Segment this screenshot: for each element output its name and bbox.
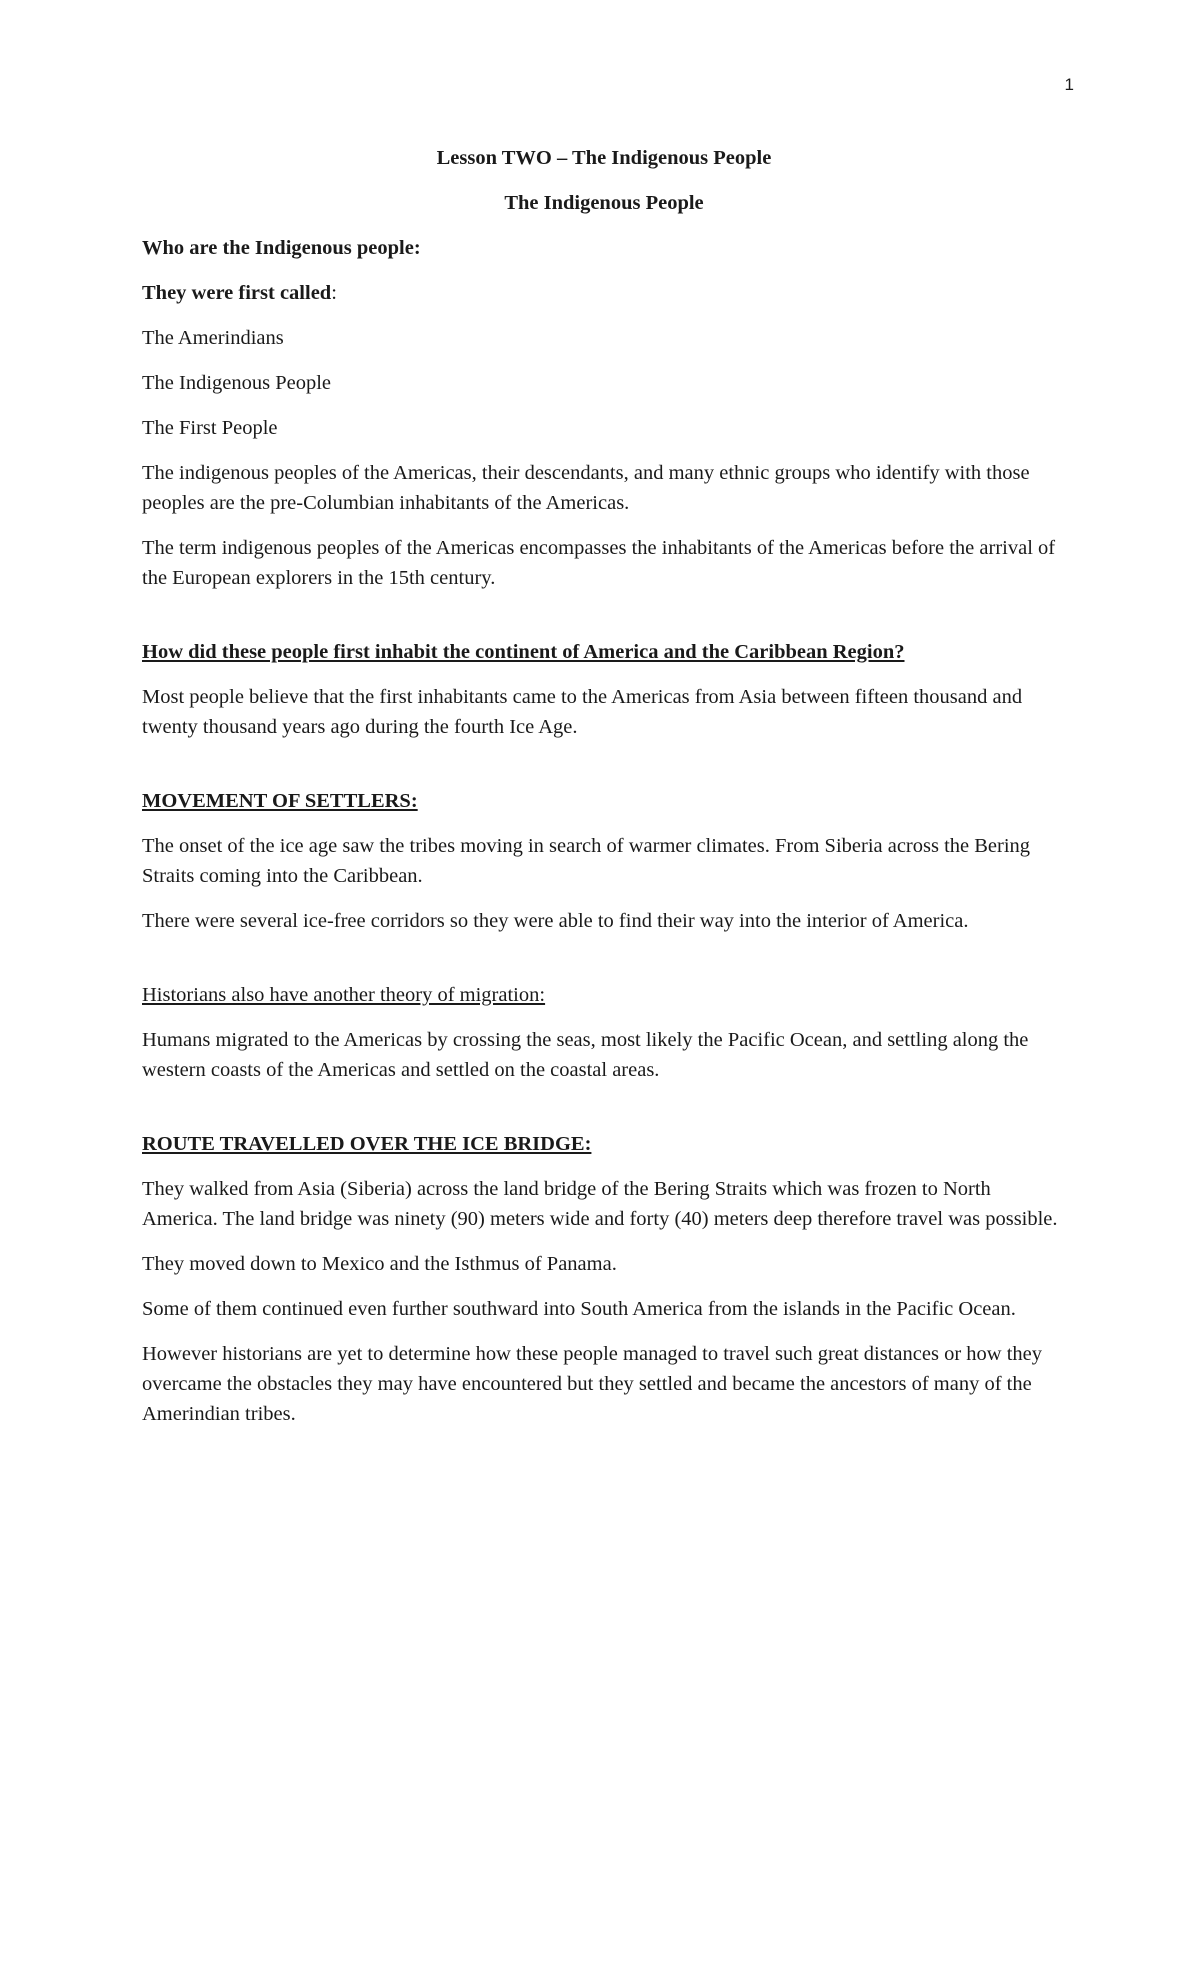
first-called-line [142, 278, 1066, 308]
section-heading-movement: MOVEMENT OF SETTLERS: [142, 790, 418, 812]
section-paragraph: However historians are yet to determine how these people managed to travel such great distances or how they overcame the obstacles they may have encountered but they settled and became the ancestors of many of the Amerindian tribes. [142, 1343, 1042, 1425]
intro-question: Who are the Indigenous people: [142, 237, 421, 259]
section-paragraph: They walked from Asia (Siberia) across the land bridge of the Bering Straits which was frozen to North America. The land bridge was ninety (90) meters wide and forty (40) meters deep therefore travel was possible. [142, 1178, 1058, 1230]
section-paragraph: The onset of the ice age saw the tribes moving in search of warmer climates. From Siberia across the Bering Straits coming into the Caribbean. [142, 835, 1031, 887]
page-number: 1 [1064, 75, 1074, 94]
document-title: Lesson TWO – The Indigenous People [436, 147, 772, 169]
name-item: The Amerindians [142, 327, 284, 349]
first-called-label: They were first called [142, 282, 332, 304]
name-item: The First People [142, 417, 278, 439]
section-paragraph: Some of them continued even further southward into South America from the islands in the Pacific Ocean. [142, 1298, 1016, 1320]
document-subtitle: The Indigenous People [504, 192, 704, 214]
section-heading-theory: Historians also have another theory of migration: [142, 984, 546, 1006]
section-paragraph: They moved down to Mexico and the Isthmus of Panama. [142, 1253, 617, 1275]
section-paragraph: Most people believe that the first inhabitants came to the Americas from Asia between fifteen thousand and twenty thousand years ago during the fourth Ice Age. [142, 686, 1023, 738]
section-heading-route: ROUTE TRAVELLED OVER THE ICE BRIDGE: [142, 1133, 592, 1155]
name-item: The Indigenous People [142, 372, 332, 394]
intro-paragraph: The indigenous peoples of the Americas, their descendants, and many ethnic groups who identify with those peoples are the pre-Columbian inhabitants of the Americas. [142, 462, 1030, 514]
section-paragraph: Humans migrated to the Americas by crossing the seas, most likely the Pacific Ocean, and settling along the western coasts of the Americas and settled on the coastal areas. [142, 1029, 1029, 1081]
section-heading-inhabit: How did these people first inhabit the continent of America and the Caribbean Region? [142, 641, 905, 663]
section-paragraph: There were several ice-free corridors so they were able to find their way into the interior of America. [142, 910, 969, 932]
intro-paragraph: The term indigenous peoples of the Americas encompasses the inhabitants of the Americas before the arrival of the European explorers in the 15th century. [142, 537, 1056, 589]
document-body [142, 143, 1066, 1444]
first-called-colon: : [331, 282, 337, 304]
